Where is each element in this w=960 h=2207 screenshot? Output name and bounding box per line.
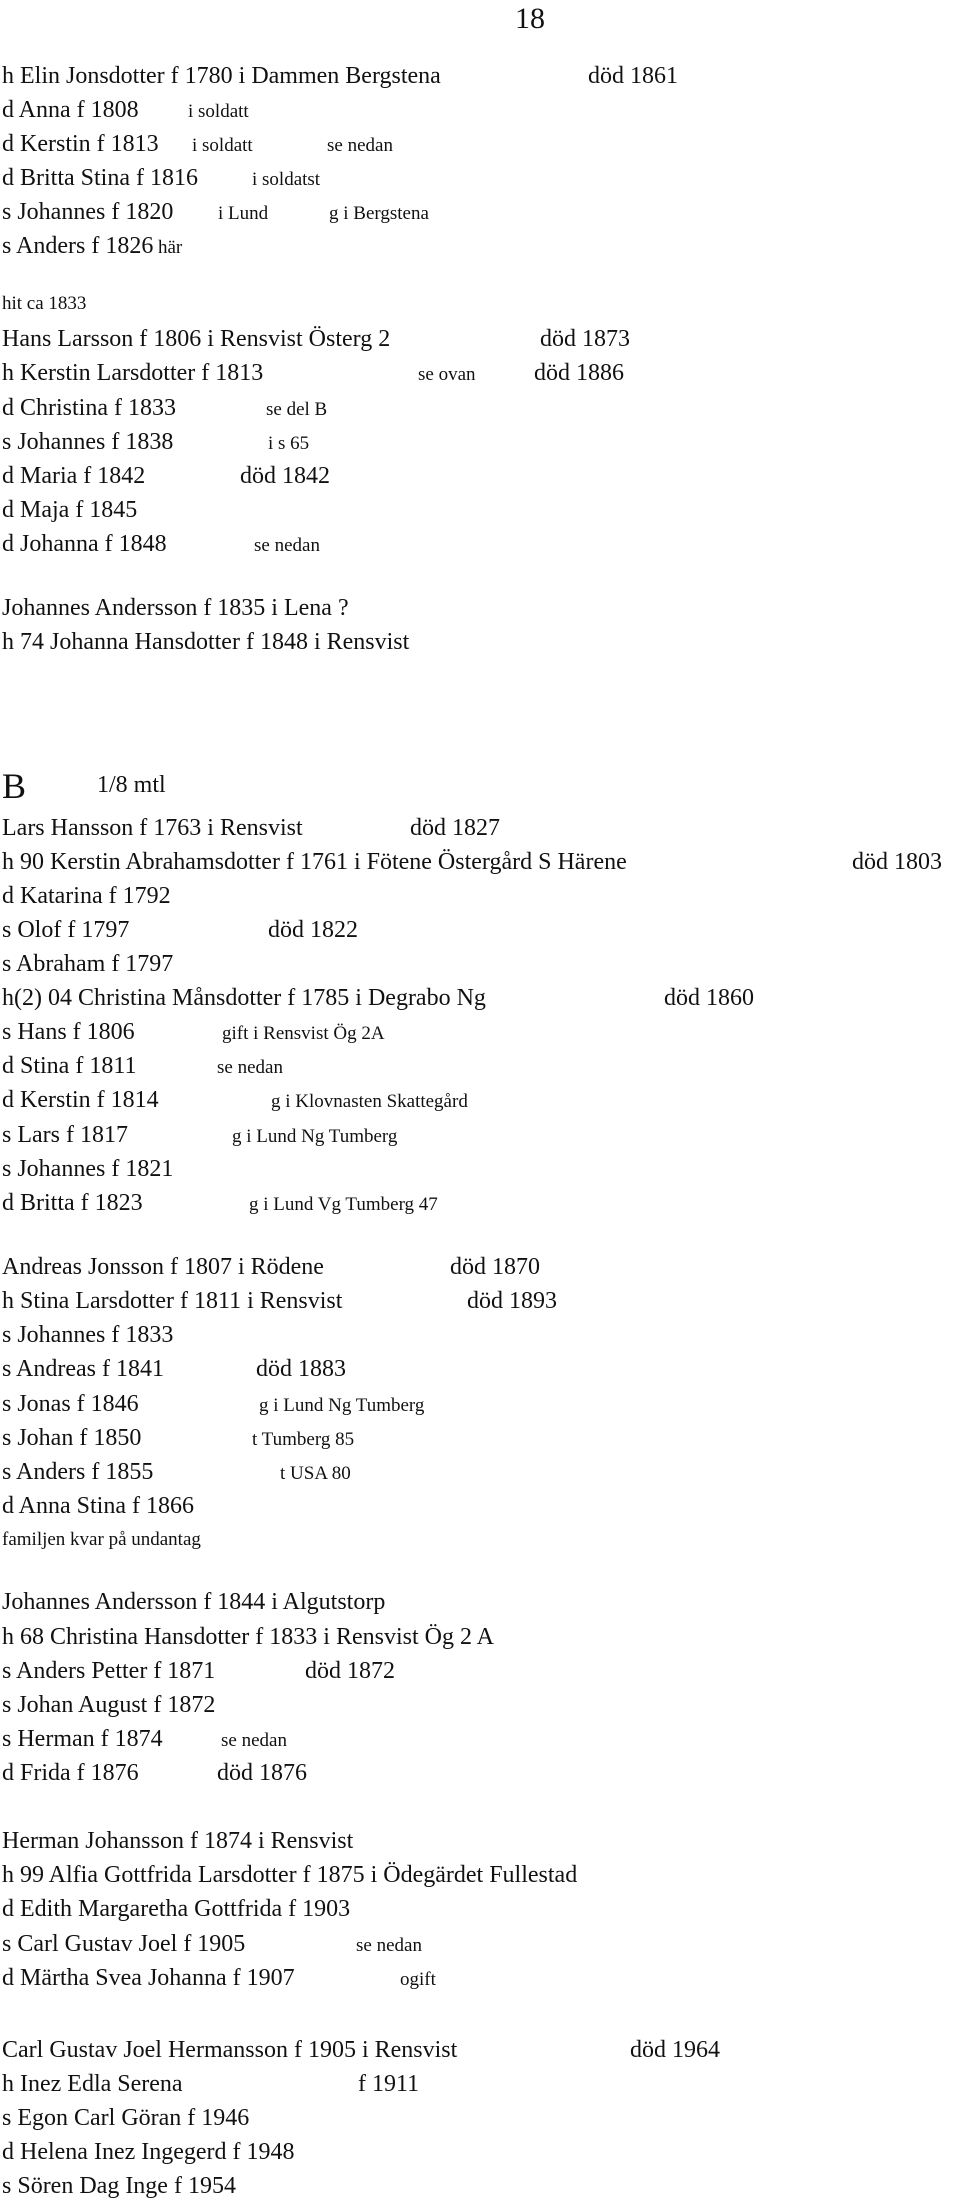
record-line: h 90 Kerstin Abrahamsdotter f 1761 i Fötene Östergård S Härene bbox=[2, 849, 627, 875]
record-line: s Herman f 1874 bbox=[2, 1726, 163, 1752]
small-note: g i Bergstena bbox=[329, 203, 429, 224]
section-heading-letter: B bbox=[2, 766, 27, 806]
small-note: se nedan bbox=[254, 535, 320, 556]
record-line: s Anders f 1855 bbox=[2, 1459, 154, 1485]
death-note: död 1876 bbox=[217, 1760, 307, 1786]
record-line: d Frida f 1876 bbox=[2, 1760, 139, 1786]
record-line: s Anders f 1826 bbox=[2, 233, 154, 259]
record-line: h 74 Johanna Hansdotter f 1848 i Rensvist bbox=[2, 629, 410, 655]
section-heading-text: 1/8 mtl bbox=[97, 772, 166, 798]
page-number: 18 bbox=[515, 2, 545, 35]
record-line: h Stina Larsdotter f 1811 i Rensvist bbox=[2, 1288, 343, 1314]
death-note: död 1842 bbox=[240, 463, 330, 489]
death-note: död 1803 bbox=[852, 849, 942, 875]
small-note: g i Lund Vg Tumberg 47 bbox=[249, 1194, 438, 1215]
record-line: s Andreas f 1841 bbox=[2, 1356, 164, 1382]
record-line: s Johan August f 1872 bbox=[2, 1692, 216, 1718]
death-note: död 1964 bbox=[630, 2037, 720, 2063]
record-line: d Katarina f 1792 bbox=[2, 883, 171, 909]
small-note: i soldatst bbox=[252, 169, 321, 190]
record-line: s Egon Carl Göran f 1946 bbox=[2, 2105, 250, 2131]
record-line: s Jonas f 1846 bbox=[2, 1391, 139, 1417]
death-note: död 1873 bbox=[540, 326, 630, 352]
small-note: g i Klovnasten Skattegård bbox=[271, 1091, 468, 1112]
record-line: Lars Hansson f 1763 i Rensvist bbox=[2, 815, 303, 841]
small-note: gift i Rensvist Ög 2A bbox=[222, 1023, 385, 1044]
small-note: ogift bbox=[400, 1969, 436, 1990]
death-note: död 1860 bbox=[664, 985, 754, 1011]
record-line: h 68 Christina Hansdotter f 1833 i Rensvist Ög 2 A bbox=[2, 1624, 494, 1650]
record-line: s Johannes f 1833 bbox=[2, 1322, 174, 1348]
record-line: s Olof f 1797 bbox=[2, 917, 130, 943]
death-note: död 1883 bbox=[256, 1356, 346, 1382]
record-line: d Maja f 1845 bbox=[2, 497, 138, 523]
record-line: s Sören Dag Inge f 1954 bbox=[2, 2173, 236, 2199]
closing-note: familjen kvar på undantag bbox=[2, 1529, 201, 1550]
small-note: i soldatt bbox=[192, 135, 253, 156]
record-line: h 99 Alfia Gottfrida Larsdotter f 1875 i Ödegärdet Fullestad bbox=[2, 1862, 578, 1888]
small-note: se nedan bbox=[327, 135, 393, 156]
record-line: d Christina f 1833 bbox=[2, 395, 176, 421]
section-intro: hit ca 1833 bbox=[2, 293, 87, 314]
small-note: här bbox=[158, 237, 183, 258]
small-note: i soldatt bbox=[188, 101, 249, 122]
record-line: d Helena Inez Ingegerd f 1948 bbox=[2, 2139, 295, 2165]
record-line: Andreas Jonsson f 1807 i Rödene bbox=[2, 1254, 324, 1280]
small-note: t USA 80 bbox=[280, 1463, 351, 1484]
record-line: d Kerstin f 1814 bbox=[2, 1087, 159, 1113]
small-note: se nedan bbox=[356, 1935, 422, 1956]
small-note: g i Lund Ng Tumberg bbox=[232, 1126, 398, 1147]
death-note: död 1827 bbox=[410, 815, 500, 841]
record-line: h Kerstin Larsdotter f 1813 bbox=[2, 360, 264, 386]
record-line: s Hans f 1806 bbox=[2, 1019, 135, 1045]
record-line: s Johannes f 1838 bbox=[2, 429, 174, 455]
record-line: Carl Gustav Joel Hermansson f 1905 i Rensvist bbox=[2, 2037, 458, 2063]
record-line: d Britta Stina f 1816 bbox=[2, 165, 198, 191]
record-line: s Lars f 1817 bbox=[2, 1122, 128, 1148]
record-line: d Edith Margaretha Gottfrida f 1903 bbox=[2, 1896, 351, 1922]
small-note: se del B bbox=[266, 399, 328, 420]
record-line: Herman Johansson f 1874 i Rensvist bbox=[2, 1828, 354, 1854]
record-line: h(2) 04 Christina Månsdotter f 1785 i Degrabo Ng bbox=[2, 985, 486, 1011]
small-note: se nedan bbox=[217, 1057, 283, 1078]
record-line: d Britta f 1823 bbox=[2, 1190, 143, 1216]
record-line: s Carl Gustav Joel f 1905 bbox=[2, 1931, 246, 1957]
birth-note: f 1911 bbox=[358, 2071, 420, 2097]
record-line: d Anna f 1808 bbox=[2, 97, 139, 123]
record-line: h Elin Jonsdotter f 1780 i Dammen Bergstena bbox=[2, 63, 441, 89]
record-line: s Anders Petter f 1871 bbox=[2, 1658, 216, 1684]
death-note: död 1893 bbox=[467, 1288, 557, 1314]
record-line: Johannes Andersson f 1844 i Algutstorp bbox=[2, 1589, 386, 1615]
death-note: död 1861 bbox=[588, 63, 678, 89]
record-line: d Kerstin f 1813 bbox=[2, 131, 159, 157]
small-note: se nedan bbox=[221, 1730, 287, 1751]
death-note: död 1822 bbox=[268, 917, 358, 943]
record-line: h Inez Edla Serena bbox=[2, 2071, 183, 2097]
record-line: d Johanna f 1848 bbox=[2, 531, 167, 557]
record-line: Hans Larsson f 1806 i Rensvist Österg 2 bbox=[2, 326, 391, 352]
record-line: s Abraham f 1797 bbox=[2, 951, 174, 977]
record-line: Johannes Andersson f 1835 i Lena ? bbox=[2, 595, 349, 621]
record-line: d Maria f 1842 bbox=[2, 463, 146, 489]
record-line: s Johannes f 1820 bbox=[2, 199, 174, 225]
record-line: d Stina f 1811 bbox=[2, 1053, 137, 1079]
death-note: död 1886 bbox=[534, 360, 624, 386]
death-note: död 1870 bbox=[450, 1254, 540, 1280]
record-line: s Johannes f 1821 bbox=[2, 1156, 174, 1182]
record-line: d Märtha Svea Johanna f 1907 bbox=[2, 1965, 295, 1991]
small-note: t Tumberg 85 bbox=[252, 1429, 355, 1450]
small-note: se ovan bbox=[418, 364, 476, 385]
record-line: d Anna Stina f 1866 bbox=[2, 1493, 194, 1519]
record-line: s Johan f 1850 bbox=[2, 1425, 142, 1451]
death-note: död 1872 bbox=[305, 1658, 395, 1684]
small-note: i Lund bbox=[218, 203, 269, 224]
small-note: i s 65 bbox=[268, 433, 310, 454]
small-note: g i Lund Ng Tumberg bbox=[259, 1395, 425, 1416]
